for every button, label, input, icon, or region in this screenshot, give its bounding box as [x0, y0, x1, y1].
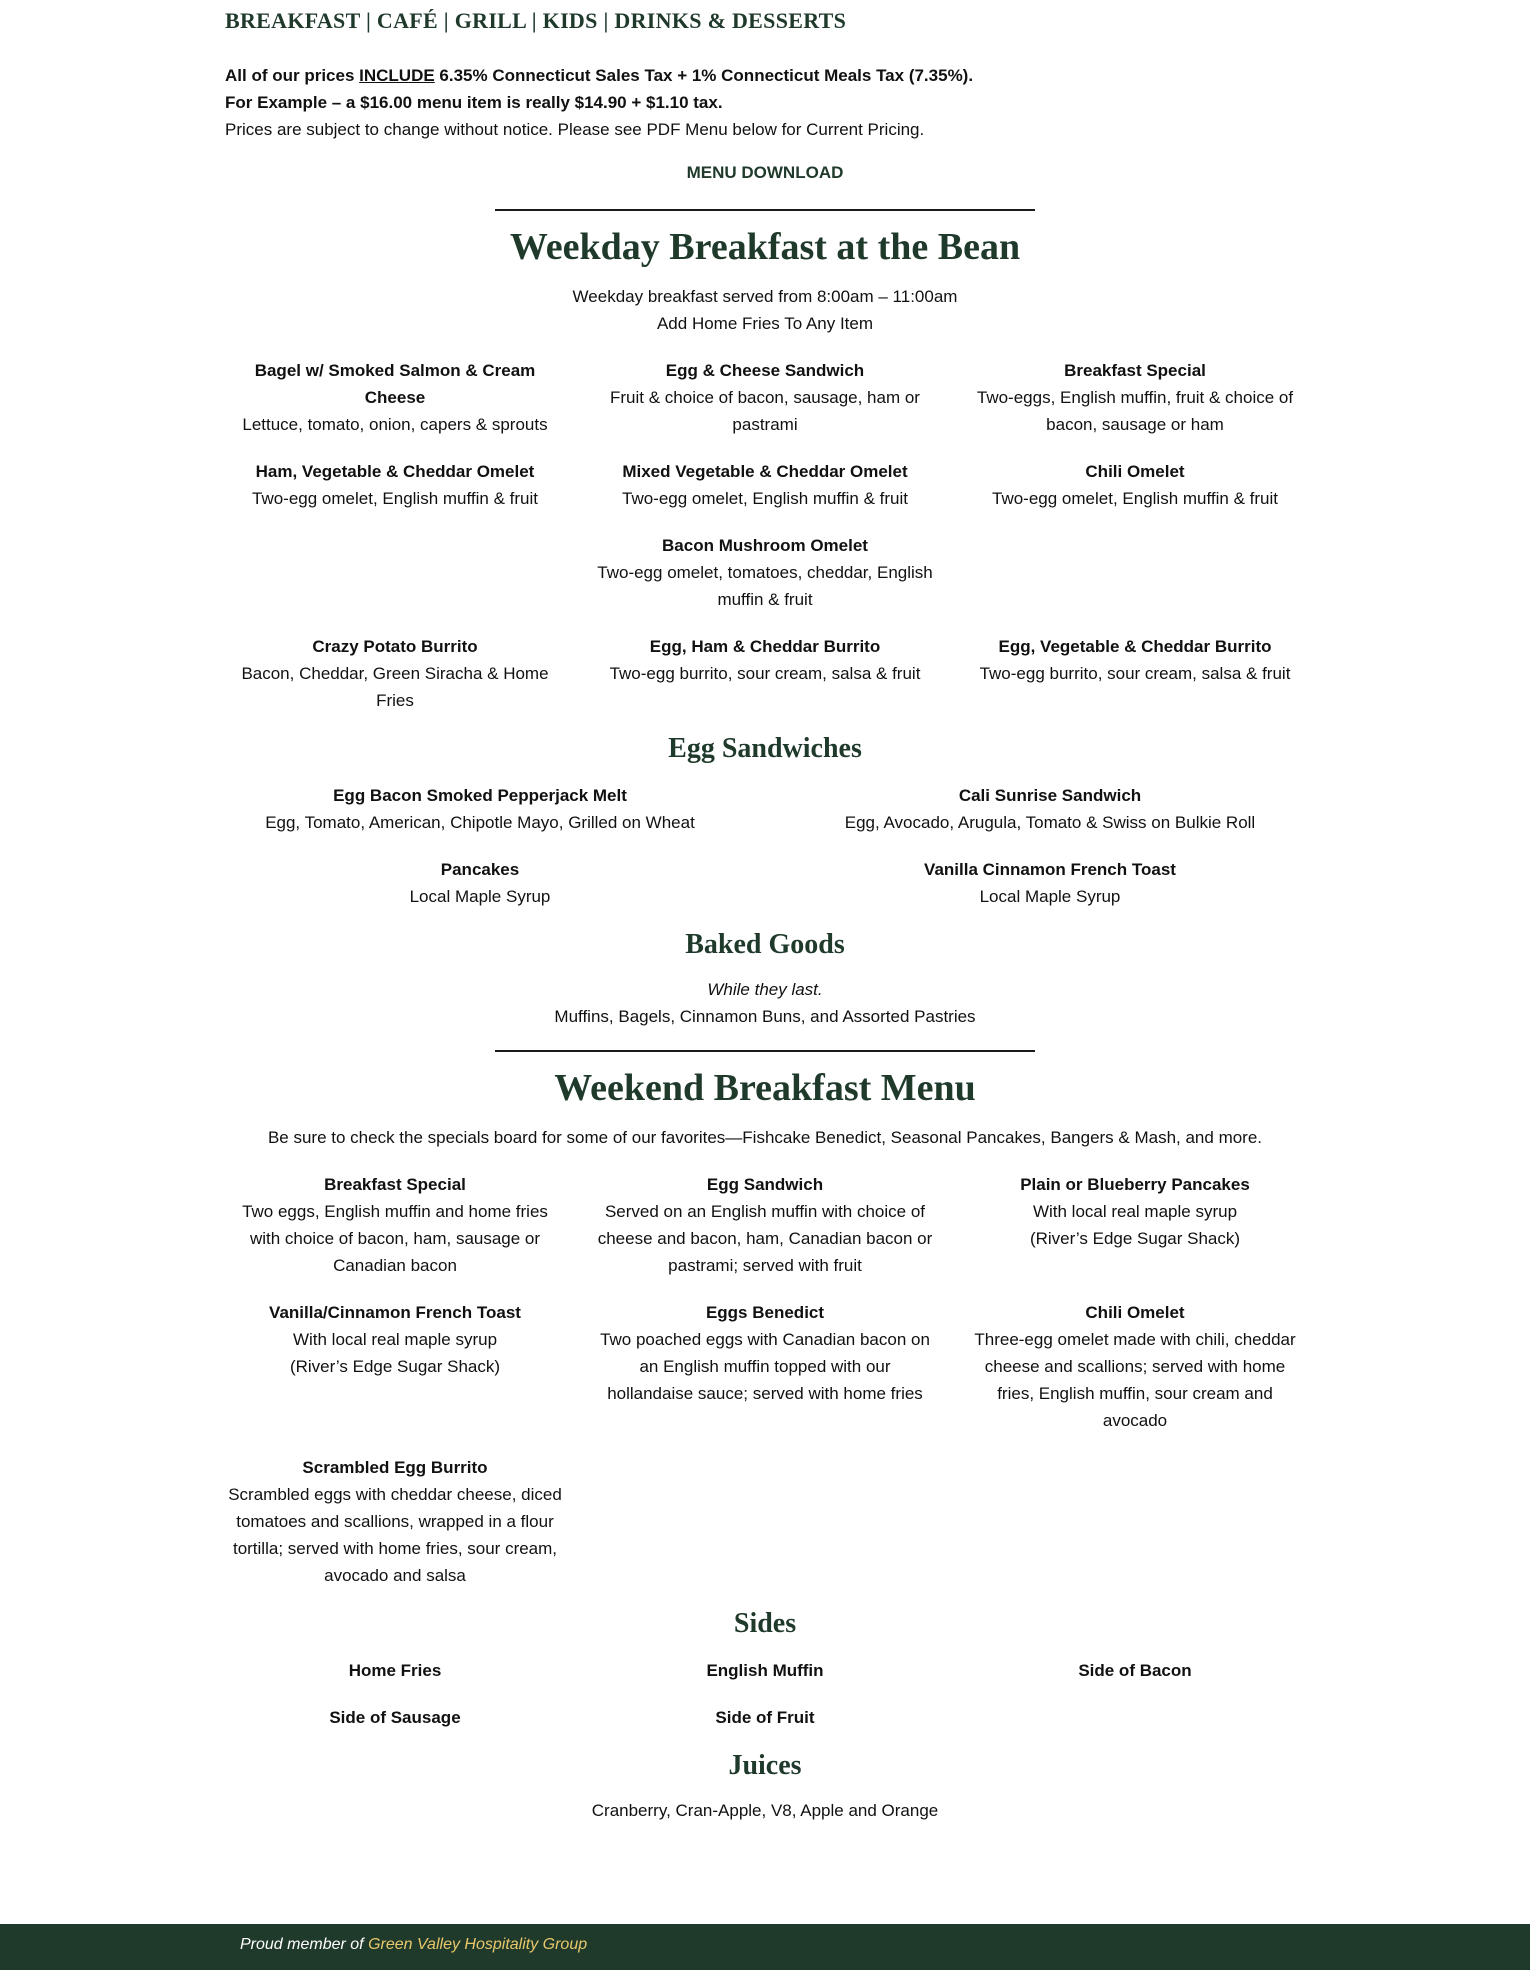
pricing-disclaimer: Prices are subject to change without notice. Please see PDF Menu below for Current Pricing. — [225, 120, 925, 139]
side-item: English Muffin — [706, 1661, 824, 1680]
weekday-title: Weekday Breakfast at the Bean — [509, 226, 1021, 268]
menu-item: Cali Sunrise Sandwich Egg, Avocado, Arugula, Tomato & Swiss on Bulkie Roll — [844, 786, 1256, 832]
weekday-note: Add Home Fries To Any Item — [656, 314, 874, 333]
menu-item: Vanilla/Cinnamon French Toast With local real maple syrup (River’s Edge Sugar Shack) — [269, 1303, 521, 1376]
side-item: Side of Bacon — [1078, 1661, 1192, 1680]
menu-item: Chili Omelet Three-egg omelet made with chili, cheddar cheese and scallions; served with home fries, English muffin, sour cream and avocado — [974, 1303, 1296, 1430]
baked-goods-heading: Baked Goods — [685, 929, 845, 960]
price-notice — [225, 62, 1305, 143]
footer-prefix: Proud member of — [240, 1936, 369, 1953]
weekend-title: Weekend Breakfast Menu — [554, 1067, 976, 1109]
menu-item: Ham, Vegetable & Cheddar Omelet Two-egg omelet, English muffin & fruit — [252, 462, 538, 508]
menu-item: Vanilla Cinnamon French Toast Local Maple Syrup — [924, 860, 1176, 906]
hospitality-group-link[interactable]: Green Valley Hospitality Group — [368, 1936, 588, 1953]
menu-item: Egg Sandwich Served on an English muffin with choice of cheese and bacon, ham, Canadian bacon or pastrami; served with fruit — [597, 1175, 933, 1275]
menu-item: Crazy Potato Burrito Bacon, Cheddar, Green Siracha & Home Fries — [241, 637, 549, 710]
menu-item: Egg Bacon Smoked Pepperjack Melt Egg, Tomato, American, Chipotle Mayo, Grilled on Wheat — [265, 786, 695, 832]
menu-item: Bagel w/ Smoked Salmon & Cream Cheese Lettuce, tomato, onion, capers & sprouts — [242, 361, 548, 434]
tax-notice-line: All of our prices INCLUDE 6.35% Connecticut Sales Tax + 1% Connecticut Meals Tax (7.35%). — [225, 66, 974, 85]
menu-item: Eggs Benedict Two poached eggs with Canadian bacon on an English muffin topped with our hollandaise sauce; served with home fries — [600, 1303, 930, 1403]
egg-sandwiches-row-2 — [210, 856, 1320, 910]
menu-item: Breakfast Special Two-eggs, English muffin, fruit & choice of bacon, sausage or ham — [976, 361, 1294, 434]
weekend-items-row-1 — [225, 1171, 1305, 1279]
menu-item: Egg, Vegetable & Cheddar Burrito Two-egg burrito, sour cream, salsa & fruit — [979, 637, 1291, 683]
menu-item: Bacon Mushroom Omelet Two-egg omelet, tomatoes, cheddar, English muffin & fruit — [597, 536, 933, 609]
weekday-items-row-3 — [225, 532, 1305, 613]
sides-heading: Sides — [733, 1608, 797, 1639]
menu-item: Plain or Blueberry Pancakes With local real maple syrup (River’s Edge Sugar Shack) — [1020, 1175, 1250, 1248]
side-item: Side of Sausage — [329, 1708, 461, 1727]
weekday-items-row-1 — [225, 357, 1305, 438]
menu-download-link[interactable]: MENU DOWNLOAD — [686, 163, 844, 182]
weekday-items-row-4 — [225, 633, 1305, 714]
tax-example-line: For Example – a $16.00 menu item is really $14.90 + $1.10 tax. — [225, 93, 723, 112]
menu-nav-title: BREAKFAST | CAFÉ | GRILL | KIDS | DRINKS & DESSERTS — [225, 8, 847, 33]
section-divider — [495, 209, 1035, 211]
menu-item: Scrambled Egg Burrito Scrambled eggs with cheddar cheese, diced tomatoes and scallions, wrapped in a flour tortilla; served with home fries, sour cream, avocado and salsa — [228, 1458, 562, 1585]
weekend-intro: Be sure to check the specials board for some of our favorites—Fishcake Benedict, Seasonal Pancakes, Bangers & Mash, and more. — [267, 1128, 1263, 1147]
menu-item: Pancakes Local Maple Syrup — [409, 860, 551, 906]
baked-goods-desc: Muffins, Bagels, Cinnamon Buns, and Assorted Pastries — [554, 1007, 976, 1026]
menu-item: Egg & Cheese Sandwich Fruit & choice of bacon, sausage, ham or pastrami — [610, 361, 920, 434]
weekday-items-row-2 — [225, 458, 1305, 512]
sides-row-2 — [225, 1704, 1305, 1731]
menu-item: Egg, Ham & Cheddar Burrito Two-egg burrito, sour cream, salsa & fruit — [609, 637, 921, 683]
egg-sandwiches-row-1 — [210, 782, 1320, 836]
page-content — [225, 0, 1305, 1824]
menu-item: Breakfast Special Two eggs, English muffin and home fries with choice of bacon, ham, sausage or Canadian bacon — [242, 1175, 548, 1275]
egg-sandwiches-heading: Egg Sandwiches — [668, 733, 862, 764]
side-item: Side of Fruit — [715, 1708, 815, 1727]
section-divider — [495, 1050, 1035, 1052]
footer-bar — [0, 1924, 1530, 1970]
sides-row-1 — [225, 1657, 1305, 1684]
juices-heading: Juices — [728, 1750, 802, 1781]
menu-item: Mixed Vegetable & Cheddar Omelet Two-egg omelet, English muffin & fruit — [622, 462, 908, 508]
side-item: Home Fries — [348, 1661, 442, 1680]
weekend-items-row-2 — [225, 1299, 1305, 1434]
baked-goods-note: While they last. — [707, 980, 823, 999]
footer-text — [240, 1936, 587, 1954]
menu-item: Chili Omelet Two-egg omelet, English muffin & fruit — [992, 462, 1278, 508]
weekend-items-row-3 — [225, 1454, 1305, 1589]
juices-desc: Cranberry, Cran-Apple, V8, Apple and Orange — [591, 1801, 939, 1820]
weekday-hours: Weekday breakfast served from 8:00am – 11:00am — [572, 287, 958, 306]
